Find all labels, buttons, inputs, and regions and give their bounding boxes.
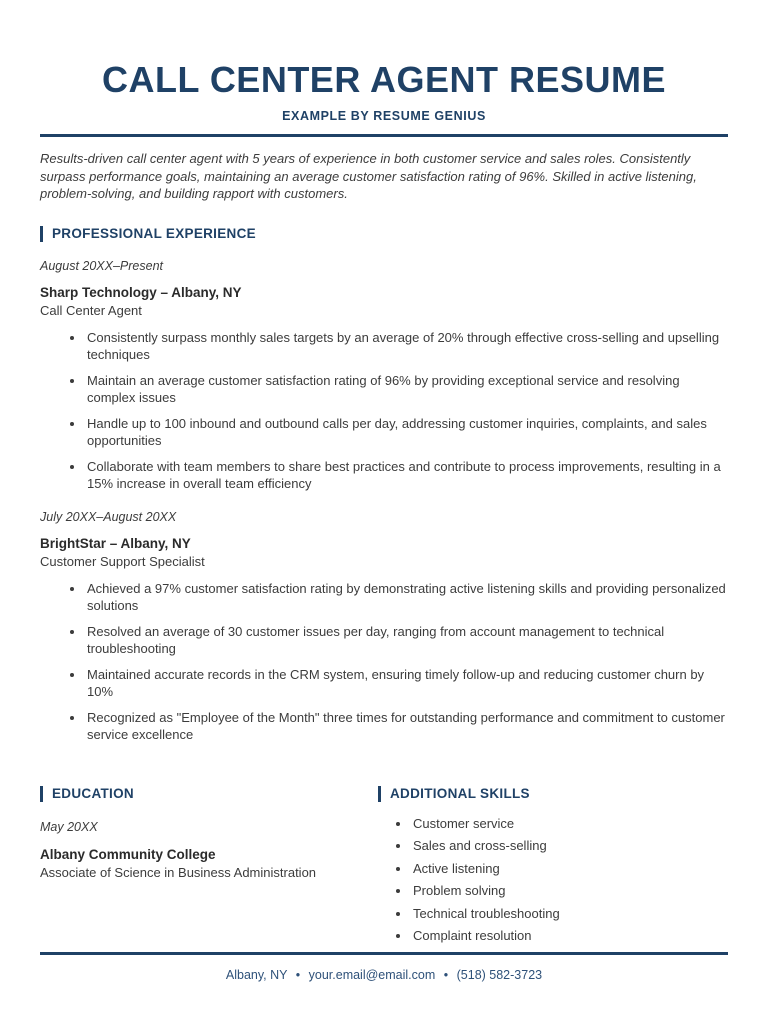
skill-item: • Customer service <box>411 817 728 831</box>
job-company: BrightStar – Albany, NY <box>40 535 191 551</box>
job-bullet-list <box>40 580 728 744</box>
header-divider <box>40 134 728 137</box>
skill-item: • Active listening <box>411 862 728 876</box>
education-skills-row <box>40 786 728 952</box>
job-entry <box>40 259 728 493</box>
job-bullet: • Handle up to 100 inbound and outbound calls per day, addressing customer inquiries, complaints, and sales opportunities <box>85 415 728 450</box>
contact-separator: • <box>443 967 449 982</box>
contact-separator: • <box>295 967 301 982</box>
education-heading: EDUCATION <box>40 786 378 802</box>
job-bullet: • Resolved an average of 30 customer issues per day, ranging from account management to technical troubleshooting <box>85 623 728 658</box>
job-bullet: • Maintained accurate records in the CRM system, ensuring timely follow-up and reducing customer churn by 10% <box>85 666 728 701</box>
contact-location: Albany, NY <box>225 967 288 982</box>
skill-item: • Technical troubleshooting <box>411 907 728 921</box>
skills-section <box>378 786 728 952</box>
job-bullet: • Achieved a 97% customer satisfaction rating by demonstrating active listening skills and providing personalized solutions <box>85 580 728 615</box>
experience-heading: PROFESSIONAL EXPERIENCE <box>40 226 728 242</box>
skills-heading: ADDITIONAL SKILLS <box>378 786 728 802</box>
education-school: Albany Community College <box>40 846 216 862</box>
contact-phone: (518) 582-3723 <box>456 967 543 982</box>
contact-line <box>40 968 728 982</box>
education-degree: Associate of Science in Business Administration <box>40 864 317 880</box>
job-title: Call Center Agent <box>40 302 142 318</box>
skill-item: • Problem solving <box>411 884 728 898</box>
skill-item: • Sales and cross-selling <box>411 839 728 853</box>
job-title: Customer Support Specialist <box>40 553 205 569</box>
footer-divider <box>40 952 728 955</box>
job-bullet: • Recognized as "Employee of the Month" three times for outstanding performance and commitment to customer service excellence <box>85 709 728 744</box>
contact-email: your.email@email.com <box>308 967 436 982</box>
education-section <box>40 786 378 952</box>
page-subtitle: EXAMPLE BY RESUME GENIUS <box>282 109 486 123</box>
job-entry <box>40 510 728 744</box>
job-dates: July 20XX–August 20XX <box>40 509 177 524</box>
page-title: CALL CENTER AGENT RESUME <box>101 59 667 100</box>
job-bullet: • Collaborate with team members to share best practices and contribute to process improvements, resulting in a 15% increase in overall team efficiency <box>85 458 728 493</box>
job-bullet: • Maintain an average customer satisfaction rating of 96% by providing exceptional service and resolving complex issues <box>85 372 728 407</box>
skills-list <box>378 817 728 944</box>
job-company: Sharp Technology – Albany, NY <box>40 284 242 300</box>
footer <box>40 952 728 1026</box>
education-dates: May 20XX <box>40 819 98 834</box>
summary-paragraph: Results-driven call center agent with 5 years of experience in both customer service and sales roles. Consistently surpass performance goals, maintaining an average customer satisfaction rating of 96%. Skilled in active listening, problem-solving, and building rapport with customers. <box>40 151 697 201</box>
job-bullet-list <box>40 329 728 493</box>
job-bullet: • Consistently surpass monthly sales targets by an average of 20% through effective cross-selling and upselling techniques <box>85 329 728 364</box>
skill-item: • Complaint resolution <box>411 929 728 943</box>
experience-section <box>40 226 728 752</box>
job-dates: August 20XX–Present <box>40 258 163 273</box>
